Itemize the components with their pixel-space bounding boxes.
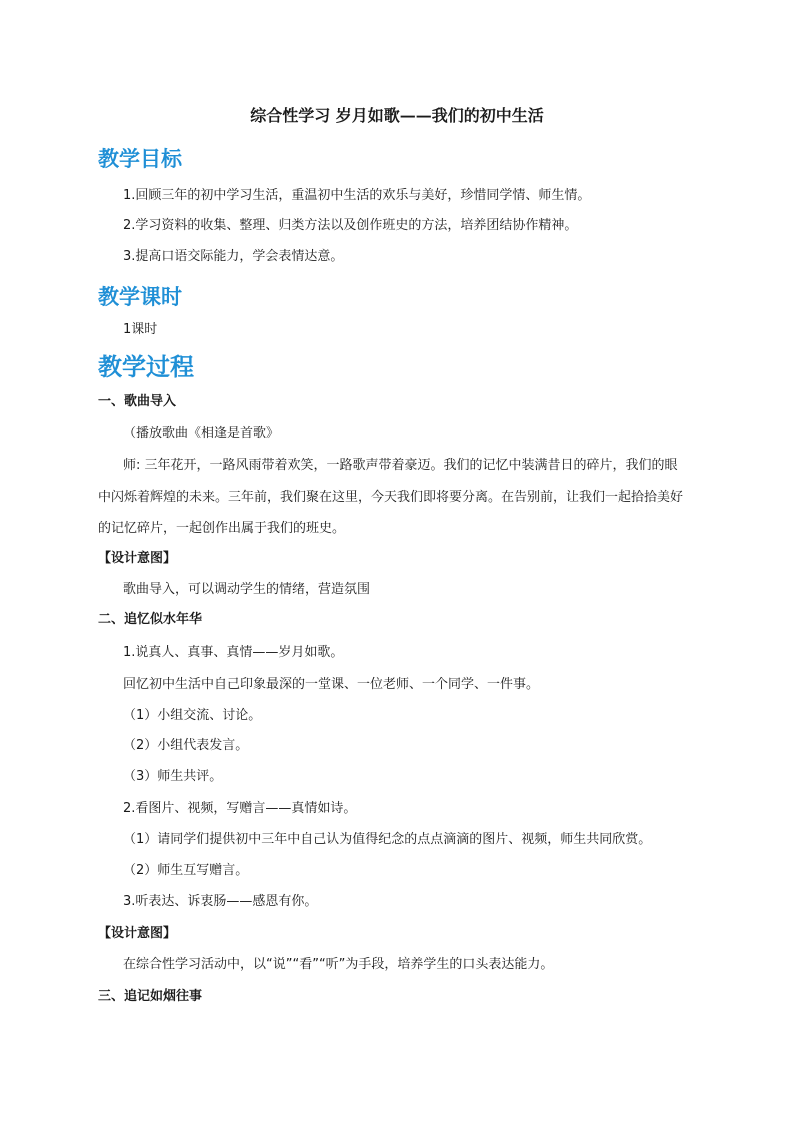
section-2-line-5: （3）师生共评。 bbox=[123, 769, 223, 784]
section-2-line-1: 1.说真人、真事、真情——岁月如歌。 bbox=[123, 645, 344, 660]
section-1-song: （播放歌曲《相逢是首歌》 bbox=[123, 426, 280, 441]
section-2-line-7: （1）请同学们提供初中三年中自己认为值得纪念的点点滴滴的图片、视频，师生共同欣赏。 bbox=[123, 832, 652, 847]
hours-text: 1课时 bbox=[123, 322, 158, 337]
section-2-intent-label: 【设计意图】 bbox=[98, 926, 177, 941]
section-2-line-4: （2）小组代表发言。 bbox=[123, 738, 249, 753]
heading-teaching-goals: 教学目标 bbox=[98, 146, 182, 171]
section-1-intent-label: 【设计意图】 bbox=[98, 551, 177, 566]
heading-teaching-process: 教学过程 bbox=[98, 352, 194, 381]
section-2-title: 二、追忆似水年华 bbox=[98, 612, 203, 627]
goal-item-1: 1.回顾三年的初中学习生活，重温初中生活的欢乐与美好，珍惜同学情、师生情。 bbox=[123, 188, 591, 203]
section-1-title: 一、歌曲导入 bbox=[98, 394, 177, 409]
section-1-line-1: 师: 三年花开，一路风雨带着欢笑，一路歌声带着豪迈。我们的记忆中装满昔日的碎片，我们的眼 bbox=[123, 458, 678, 473]
heading-teaching-hours: 教学课时 bbox=[98, 284, 182, 309]
section-1-line-2: 中闪烁着辉煌的未来。三年前，我们聚在这里，今天我们即将要分离。在告别前，让我们一起拾拾美好 bbox=[98, 490, 684, 505]
section-2-intent-text: 在综合性学习活动中，以“说”“看”“听”为手段，培养学生的口头表达能力。 bbox=[123, 957, 554, 972]
section-2-line-8: （2）师生互写赠言。 bbox=[123, 863, 249, 878]
document-title: 综合性学习 岁月如歌——我们的初中生活 bbox=[250, 106, 544, 125]
section-1-intent-text: 歌曲导入，可以调动学生的情绪，营造氛围 bbox=[123, 582, 371, 597]
section-3-title: 三、追记如烟往事 bbox=[98, 989, 203, 1004]
section-1-line-3: 的记忆碎片，一起创作出属于我们的班史。 bbox=[98, 521, 346, 536]
section-2-line-3: （1）小组交流、讨论。 bbox=[123, 708, 262, 723]
goal-item-2: 2.学习资料的收集、整理、归类方法以及创作班史的方法，培养团结协作精神。 bbox=[123, 218, 578, 233]
section-2-line-2: 回忆初中生活中自己印象最深的一堂课、一位老师、一个同学、一件事。 bbox=[123, 677, 540, 692]
goal-item-3: 3.提高口语交际能力，学会表情达意。 bbox=[123, 249, 344, 264]
section-2-line-9: 3.听表达、诉衷肠——感恩有你。 bbox=[123, 894, 318, 909]
section-2-line-6: 2.看图片、视频，写赠言——真情如诗。 bbox=[123, 801, 357, 816]
